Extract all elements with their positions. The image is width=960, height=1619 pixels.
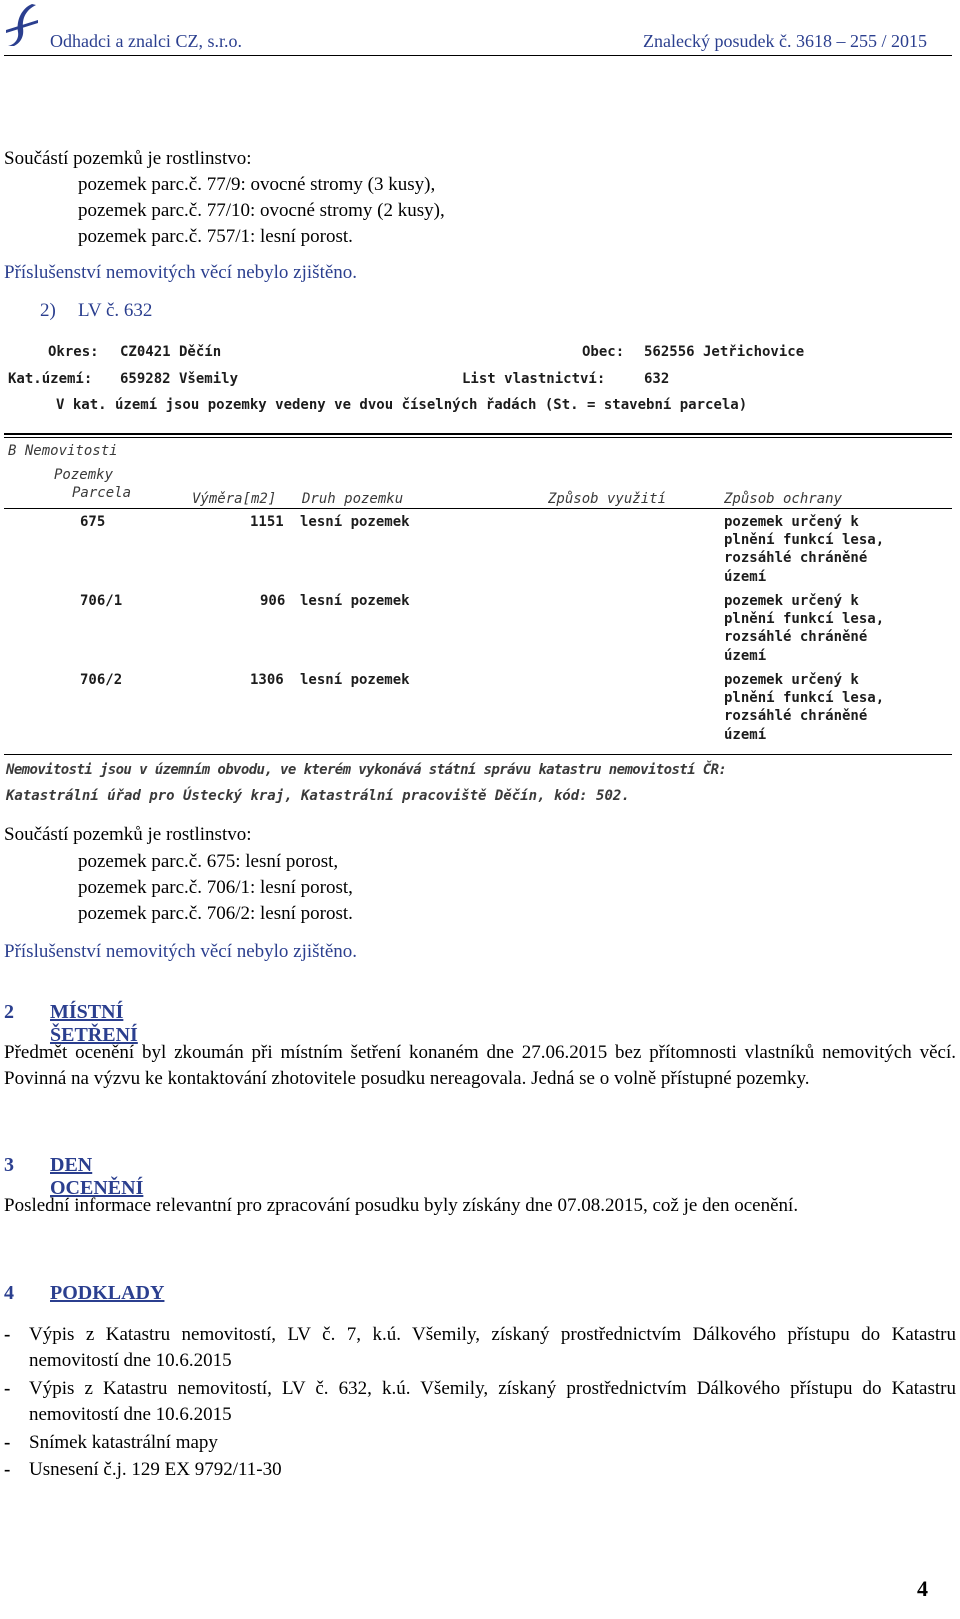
col-parcela: Parcela: [72, 485, 132, 501]
section-heading: [4, 1154, 144, 1199]
row-ochrana-line: rozsáhlé chráněné: [724, 708, 868, 724]
obec-value: 562556 Jetřichovice: [644, 344, 805, 360]
okres-value: CZ0421 Děčín: [120, 344, 222, 360]
row-druh: lesní pozemek: [300, 672, 410, 688]
kat-value: 659282 Všemily: [120, 371, 239, 387]
page-number: 4: [917, 1576, 928, 1601]
plant-item: pozemek parc.č. 706/1: lesní porost,: [78, 877, 353, 898]
section-number: 3: [4, 1154, 14, 1176]
source-text: Snímek katastrální mapy: [29, 1432, 218, 1453]
row-ochrana-line: území: [724, 569, 767, 585]
cadastre-footer-2: Katastrální úřad pro Ústecký kraj, Katastrální pracoviště Děčín, kód: 502.: [6, 788, 630, 804]
source-item: [4, 1376, 956, 1428]
section-title: MÍSTNÍ ŠETŘENÍ: [50, 1001, 138, 1046]
source-item: [4, 1322, 956, 1374]
table-header-rule: [4, 508, 952, 509]
plant-item: pozemek parc.č. 706/2: lesní porost.: [78, 903, 353, 924]
row-druh: lesní pozemek: [300, 593, 410, 609]
row-ochrana-line: rozsáhlé chráněné: [724, 550, 868, 566]
section-text: Předmět ocenění byl zkoumán při místním šetření konaném dne 27.06.2015 bez přítomnosti vlastníků nemovitých věcí. Povinná na výzvu ke kontaktování zhotovitele posudku nereagovala. Jedná se o volně přístupné pozemky.: [4, 1042, 956, 1089]
row-ochrana-line: rozsáhlé chráněné: [724, 629, 868, 645]
header-company: Odhadci a znalci CZ, s.r.o.: [50, 31, 242, 51]
bullet-dash: -: [4, 1459, 11, 1480]
accessories-note: Příslušenství nemovitých věcí nebylo zjištěno.: [4, 941, 358, 962]
col-vyuziti: Způsob využití: [548, 491, 667, 507]
cadastre-rule-top-2: [4, 437, 952, 438]
plant-item: pozemek parc.č. 675: lesní porost,: [78, 851, 339, 872]
section-title: DEN OCENĚNÍ: [50, 1154, 144, 1199]
okres-label: Okres:: [48, 344, 99, 360]
subsection-label: Pozemky: [54, 467, 114, 483]
plants-title: Součástí pozemků je rostlinstvo:: [4, 148, 252, 169]
row-vymera: 906: [260, 593, 286, 609]
header-rule: [4, 55, 952, 56]
cadastre-footer-1: Nemovitosti jsou v územním obvodu, ve kterém vykonává státní správu katastru nemovitostí ČR:: [6, 762, 727, 778]
row-parcela: 706/1: [80, 593, 123, 609]
lv-number: 2): [40, 300, 56, 321]
row-ochrana-line: pozemek určený k: [724, 514, 859, 530]
bullet-dash: -: [4, 1378, 11, 1399]
accessories-note: Příslušenství nemovitých věcí nebylo zjištěno.: [4, 262, 358, 283]
section-number: 4: [4, 1282, 14, 1304]
plant-item: pozemek parc.č. 757/1: lesní porost.: [78, 226, 353, 247]
header-report-number: Znalecký posudek č. 3618 – 255 / 2015: [643, 31, 927, 51]
section-title: PODKLADY: [50, 1282, 165, 1304]
col-vymera: Výměra[m2]: [192, 491, 277, 507]
row-ochrana-line: plnění funkcí lesa,: [724, 532, 885, 548]
section-heading: [4, 1001, 138, 1046]
lv-label: LV č. 632: [78, 300, 153, 321]
company-logo: [4, 2, 40, 48]
series-note: V kat. území jsou pozemky vedeny ve dvou číselných řadách (St. = stavební parcela): [56, 397, 748, 413]
plant-item: pozemek parc.č. 77/10: ovocné stromy (2 kusy),: [78, 200, 445, 221]
row-druh: lesní pozemek: [300, 514, 410, 530]
list-value: 632: [644, 371, 670, 387]
row-parcela: 675: [80, 514, 106, 530]
obec-label: Obec:: [582, 344, 625, 360]
source-item: [4, 1457, 956, 1483]
table-footer-rule: [4, 754, 952, 755]
kat-label: Kat.území:: [8, 371, 93, 387]
bullet-dash: -: [4, 1432, 11, 1453]
bullet-dash: -: [4, 1324, 11, 1345]
col-druh: Druh pozemku: [302, 491, 404, 507]
section-heading: [4, 1282, 165, 1305]
plant-item: pozemek parc.č. 77/9: ovocné stromy (3 kusy),: [78, 174, 436, 195]
col-ochrana: Způsob ochrany: [724, 491, 843, 507]
row-vymera: 1306: [250, 672, 284, 688]
row-ochrana-line: plnění funkcí lesa,: [724, 611, 885, 627]
source-text: Výpis z Katastru nemovitostí, LV č. 7, k.ú. Všemily, získaný prostřednictvím Dálkového přístupu do Katastru nemovitostí dne 10.6.2015: [29, 1324, 956, 1371]
section-number: 2: [4, 1001, 14, 1023]
list-label: List vlastnictví:: [462, 371, 606, 387]
section-label: B Nemovitosti: [8, 443, 118, 459]
row-ochrana-line: území: [724, 648, 767, 664]
cadastre-rule-top: [4, 433, 952, 435]
row-vymera: 1151: [250, 514, 284, 530]
section-text: Poslední informace relevantní pro zpracování posudku byly získány dne 07.08.2015, což je den ocenění.: [4, 1195, 799, 1216]
source-text: Výpis z Katastru nemovitostí, LV č. 632, k.ú. Všemily, získaný prostřednictvím Dálkového přístupu do Katastru nemovitostí dne 10.6.2015: [29, 1378, 956, 1425]
row-ochrana-line: území: [724, 727, 767, 743]
row-ochrana-line: pozemek určený k: [724, 593, 859, 609]
source-text: Usnesení č.j. 129 EX 9792/11-30: [29, 1459, 282, 1480]
source-item: [4, 1430, 956, 1456]
row-parcela: 706/2: [80, 672, 123, 688]
plants-title: Součástí pozemků je rostlinstvo:: [4, 824, 252, 845]
row-ochrana-line: plnění funkcí lesa,: [724, 690, 885, 706]
row-ochrana-line: pozemek určený k: [724, 672, 859, 688]
